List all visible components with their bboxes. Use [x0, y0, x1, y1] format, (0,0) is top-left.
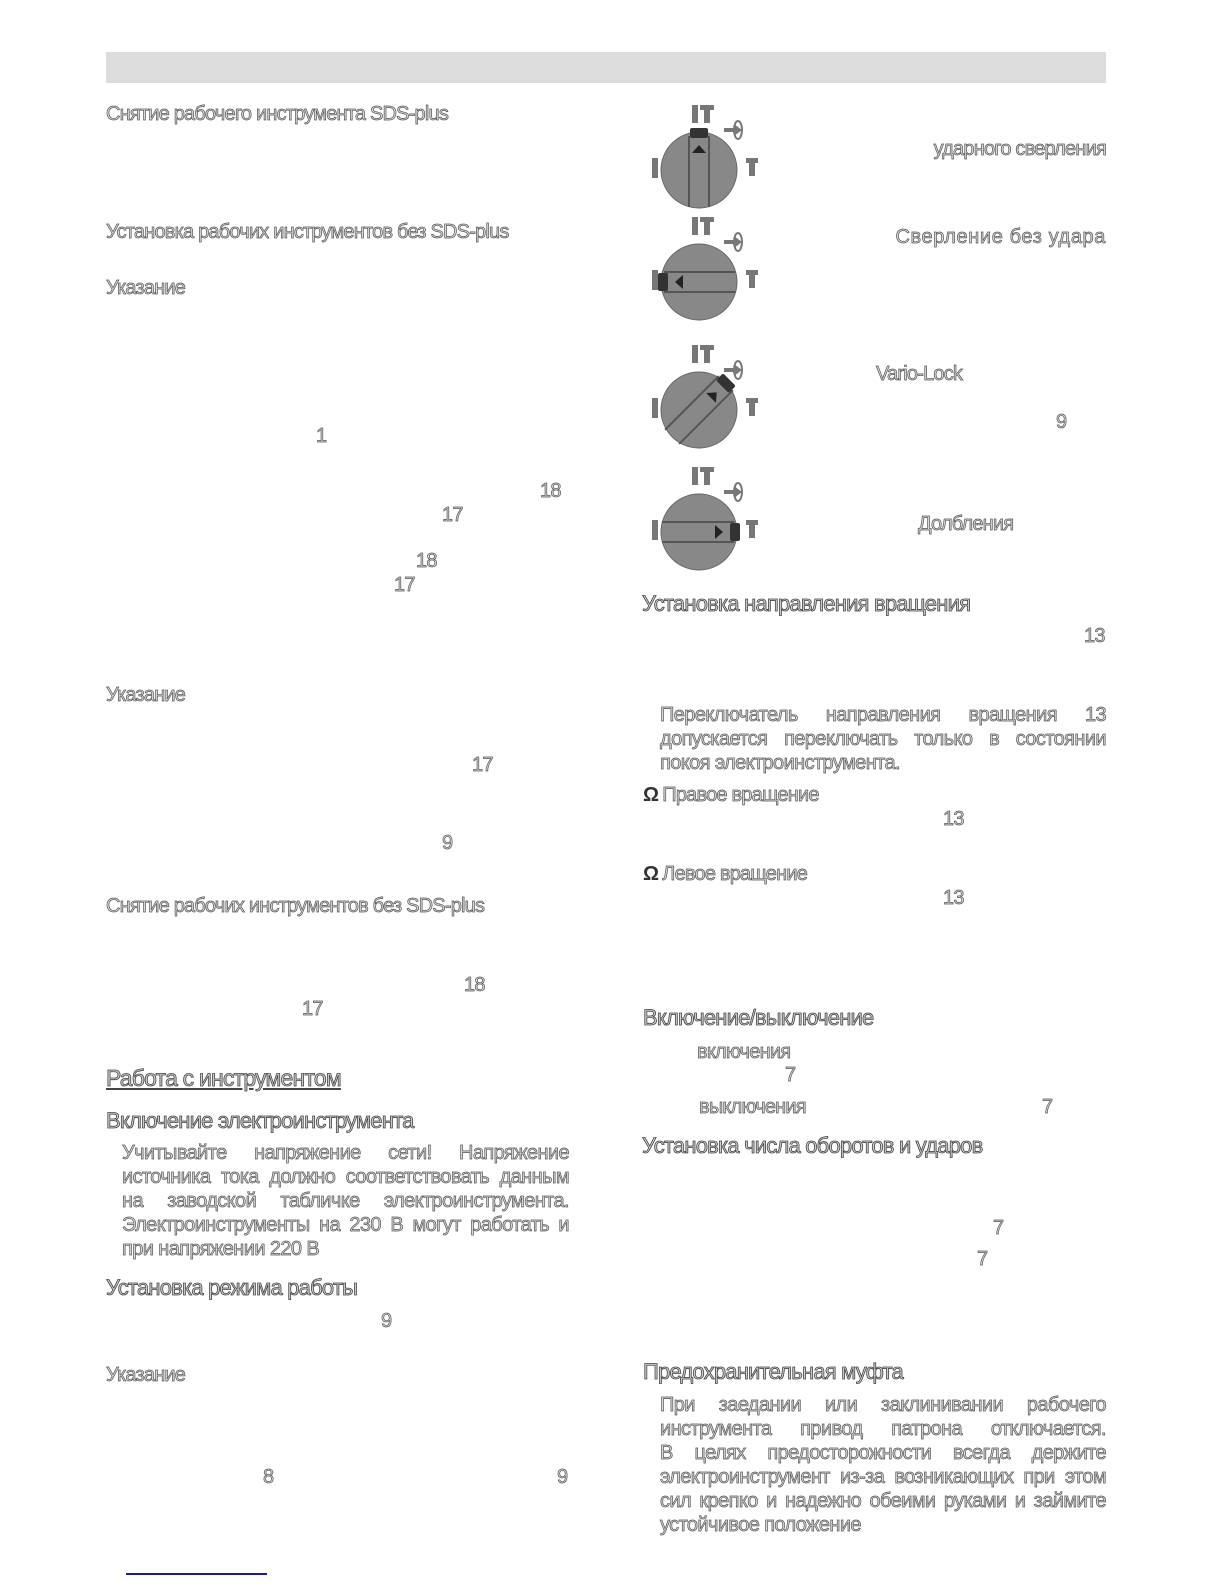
para-line: сил крепко и надежно обеими руками и займите [660, 1490, 1106, 1512]
rotate-right-icon: Ω [643, 784, 659, 806]
heading-remove-nonsds: Снятие рабочих инструментов без SDS-plus [106, 895, 485, 917]
para-line: Переключатель направления вращения 13 [660, 704, 1106, 726]
ref-number: 13 [943, 887, 964, 909]
para-line: Учитывайте напряжение сети! Напряжение [122, 1142, 569, 1164]
mode-dial-hammer-drill-icon [642, 100, 762, 220]
on-label: включения [697, 1041, 791, 1063]
ref-number: 13 [943, 808, 964, 830]
clutch-warning [660, 1393, 1106, 1537]
note-label: Указание [106, 1364, 186, 1386]
para-line: на заводской табличке электроинструмента. [122, 1190, 569, 1212]
ref-number: 8 [263, 1466, 274, 1488]
ref-number: 1 [316, 425, 327, 447]
ref-number: 7 [993, 1217, 1004, 1239]
mode-dial-variolock-icon [642, 340, 762, 460]
ref-number: 9 [1056, 411, 1067, 433]
ref-number: 9 [442, 832, 453, 854]
mode-hammer-drill-label: ударного сверления [933, 138, 1106, 160]
heading-install-nonsds: Установка рабочих инструментов без SDS-plus [106, 221, 509, 243]
right-rotation-item [643, 783, 819, 807]
para-line: при напряжении 220 В [122, 1238, 320, 1260]
off-label: выключения [699, 1096, 806, 1118]
para-line: При заедании или заклинивании рабочего [660, 1394, 1106, 1416]
para-line: покоя электроинструмента. [660, 752, 900, 774]
heading-rotation: Установка направления вращения [642, 591, 971, 616]
ref-number: 7 [1042, 1096, 1053, 1118]
rotate-left-icon: Ω [643, 863, 659, 885]
right-rotation-label: Правое вращение [662, 784, 819, 806]
left-rotation-label: Левое вращение [662, 863, 808, 885]
footnote-link-line[interactable] [126, 1573, 267, 1575]
header-bar [106, 52, 1106, 83]
left-rotation-item [643, 862, 807, 886]
ref-number: 13 [1084, 625, 1105, 647]
para-line: Электроинструменты на 230 В могут работать и [122, 1214, 569, 1236]
ref-number: 18 [540, 480, 561, 502]
mode-variolock-label: Vario-Lock [876, 363, 963, 385]
note-label: Указание [106, 684, 186, 706]
ref-number: 9 [557, 1466, 568, 1488]
section-title-work: Работа с инструментом [106, 1065, 341, 1091]
mode-dial-chisel-icon [642, 462, 762, 582]
mode-chisel-label: Долбления [918, 513, 1014, 535]
heading-mode: Установка режима работы [106, 1275, 358, 1300]
ref-number: 18 [416, 550, 437, 572]
voltage-warning [122, 1141, 569, 1261]
heading-sds-remove: Снятие рабочего инструмента SDS-plus [106, 103, 449, 125]
heading-on-off: Включение/выключение [643, 1005, 874, 1030]
para-line: источника тока должно соответствовать данным [122, 1166, 569, 1188]
ref-number: 17 [302, 998, 323, 1020]
ref-number: 17 [472, 754, 493, 776]
ref-number: 7 [785, 1064, 796, 1086]
note-label: Указание [106, 277, 186, 299]
para-line: электроинструмент из-за возникающих при этом [660, 1466, 1106, 1488]
ref-number: 18 [464, 974, 485, 996]
para-line: устойчивое положение [660, 1514, 861, 1536]
para-line: инструмента привод патрона отключается. [660, 1418, 1106, 1440]
ref-number: 17 [442, 504, 463, 526]
mode-dial-drill-icon [642, 212, 762, 332]
ref-number: 7 [977, 1248, 988, 1270]
ref-number: 17 [394, 574, 415, 596]
ref-number: 9 [381, 1310, 392, 1332]
heading-clutch: Предохранительная муфта [643, 1359, 903, 1384]
rotation-warning [660, 703, 1106, 775]
para-line: В целях предосторожности всегда держите [660, 1442, 1106, 1464]
mode-drill-label: Сверление без удара [895, 226, 1106, 248]
heading-speed: Установка числа оборотов и ударов [642, 1133, 983, 1158]
heading-power-on: Включение электроинструмента [106, 1108, 414, 1133]
para-line: допускается переключать только в состоянии [660, 728, 1106, 750]
